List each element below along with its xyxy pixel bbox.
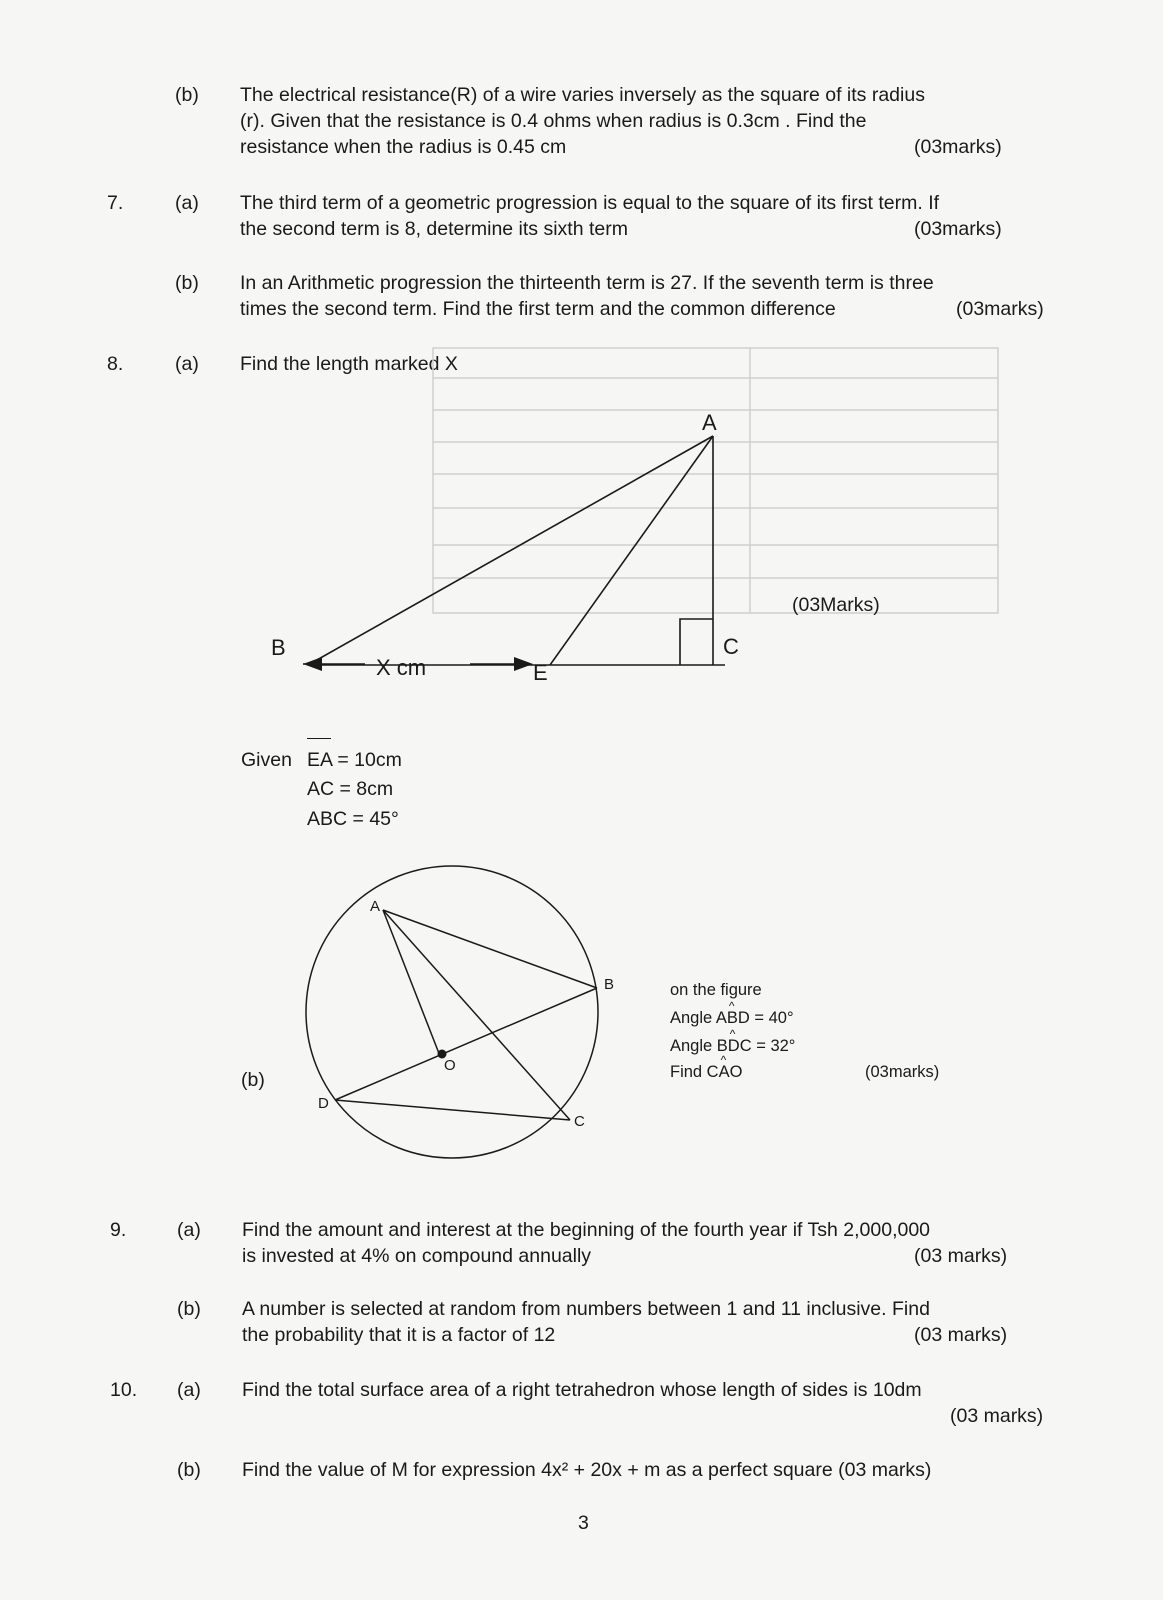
circle-label-b: B [604, 976, 615, 993]
chord-dc [335, 1100, 570, 1120]
chord-ab [383, 910, 597, 988]
q9b-line-1: A number is selected at random from numbers between 1 and 11 inclusive. Find [242, 1298, 930, 1320]
q8b-line-4 [670, 1062, 742, 1082]
q7a-marks: (03marks) [914, 218, 1002, 240]
q8b-line-4-vertex: ^ A [719, 1062, 730, 1082]
q7b-line-1: In an Arithmetic progression the thirteenth term is 27. If the seventh term is three [240, 272, 934, 294]
q8b-line-3-post: C = 32° [739, 1037, 796, 1055]
q7a-line-2: the second term is 8, determine its sixth term [240, 218, 628, 240]
line-a-interior [383, 910, 440, 1056]
q9a-marks: (03 marks) [914, 1245, 1008, 1267]
circle-label-d: D [318, 1095, 329, 1112]
q10b-part-label: (b) [177, 1459, 201, 1481]
q7-number: 7. [107, 192, 124, 214]
page-number: 3 [578, 1512, 589, 1534]
given-ea: EA = 10cm [307, 749, 402, 771]
q6b-line-3: resistance when the radius is 0.45 cm [240, 136, 567, 158]
q10a-marks: (03 marks) [950, 1405, 1044, 1427]
triangle-label-a: A [702, 410, 717, 435]
given-label: Given [241, 749, 292, 771]
circle-outline [306, 866, 598, 1158]
q6b-part-label: (b) [175, 84, 199, 106]
q8b-line-4-pre: Find C [670, 1063, 719, 1081]
chord-ac [383, 910, 570, 1120]
q9a-part-label: (a) [177, 1219, 201, 1241]
q8b-line-1: on the figure [670, 981, 762, 999]
q7b-part-label: (b) [175, 272, 199, 294]
given-abc: ABC = 45° [307, 808, 399, 830]
q8b-line-2-post: D = 40° [737, 1009, 794, 1027]
q8-number: 8. [107, 353, 124, 375]
q9b-line-2: the probability that it is a factor of 12 [242, 1324, 556, 1346]
triangle-label-c: C [723, 634, 739, 659]
q8a-marks: (03Marks) [792, 594, 880, 616]
q8b-line-2-pre: Angle A [670, 1009, 727, 1027]
q8b-line-3 [670, 1036, 795, 1056]
q9-number: 9. [110, 1219, 127, 1241]
q7b-marks: (03marks) [956, 298, 1044, 320]
given-ac: AC = 8cm [307, 778, 394, 800]
q8b-part-label: (b) [241, 1069, 265, 1091]
q8b-line-3-vertex: ^ D [728, 1036, 740, 1056]
q9a-line-2: is invested at 4% on compound annually [242, 1245, 592, 1267]
circle-label-a: A [370, 898, 381, 915]
q8b-marks: (03marks) [865, 1063, 940, 1081]
circle-label-o: O [444, 1057, 456, 1074]
q7b-line-2: times the second term. Find the first term and the common difference [240, 298, 836, 320]
q8a-part-label: (a) [175, 353, 199, 375]
q10a-part-label: (a) [177, 1379, 201, 1401]
q8b-line-4-post: O [729, 1063, 743, 1081]
q10-number: 10. [110, 1379, 138, 1401]
q6b-line-2: (r). Given that the resistance is 0.4 ohms when radius is 0.3cm . Find the [240, 110, 867, 132]
triangle-label-x: X cm [376, 655, 427, 680]
q7a-part-label: (a) [175, 192, 199, 214]
q9b-part-label: (b) [177, 1298, 201, 1320]
q8b-line-3-pre: Angle B [670, 1037, 728, 1055]
triangle-label-e: E [533, 660, 548, 685]
circle-label-c: C [574, 1113, 585, 1130]
q9a-line-1: Find the amount and interest at the beginning of the fourth year if Tsh 2,000,000 [242, 1219, 931, 1241]
q10a-line-1: Find the total surface area of a right tetrahedron whose length of sides is 10dm [242, 1379, 922, 1401]
q8b-line-2-vertex: ^ B [727, 1008, 738, 1028]
q9b-marks: (03 marks) [914, 1324, 1008, 1346]
q8a-text: Find the length marked X [240, 353, 458, 375]
q6b-marks: (03marks) [914, 136, 1002, 158]
chord-db [335, 988, 597, 1100]
q10b-line-1: Find the value of M for expression 4x² + 20x + m as a perfect square (03 marks) [242, 1459, 932, 1481]
q6b-line-1: The electrical resistance(R) of a wire varies inversely as the square of its radius [240, 84, 925, 106]
triangle-label-b: B [271, 635, 286, 660]
q7a-line-1: The third term of a geometric progression is equal to the square of its first term. If [240, 192, 940, 214]
